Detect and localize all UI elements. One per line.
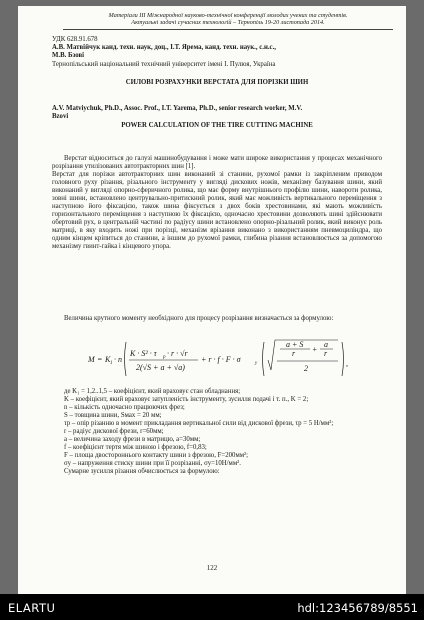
- authors-en: A.V. Matviychuk, Ph.D., Assoc. Prof., I.T. Yarema, Ph.D., senior research worker, M.V.: [52, 105, 303, 112]
- header-line-2: Актуальні задачі сучасних технологій – Тернопіль 19-20 листопада 2014.: [131, 19, 325, 27]
- affiliation: Тернопільський національний технічний університет імені І. Пулюя, Україна: [52, 61, 276, 68]
- repository-name: ELARTU: [8, 601, 56, 615]
- formula-M: M: [88, 355, 95, 364]
- formula-K1: K: [105, 355, 111, 364]
- document-page: [18, 6, 406, 594]
- authors-ua-cont: М.В. Бзові: [52, 52, 85, 59]
- page-number: 122: [206, 564, 218, 572]
- formula-denominator: 2(√S + a + √a): [136, 363, 185, 372]
- title-ua: СИЛОВІ РОЗРАХУНКИ ВЕРСТАТА ДЛЯ ПОРІЗКИ ШИН: [125, 79, 309, 86]
- torque-formula: [88, 336, 388, 382]
- definition-line: f – коефіцієнт тертя між шиною і фрезою, f=0,83;: [64, 444, 207, 451]
- formula-plus-term: + r · f · F · σ: [201, 355, 241, 364]
- definition-line: S – товщина шини, Sмах = 20 мм;: [64, 412, 162, 419]
- viewer-footer-bar: [0, 594, 424, 620]
- formula-rad-r2: r: [324, 349, 328, 358]
- formula-rad-den: 2: [304, 364, 308, 373]
- formula-rad-a: a: [324, 340, 328, 349]
- header-line-1: Матеріали ІІІ Міжнародної науково-технічної конференції молодих учених та студентів.: [108, 12, 348, 19]
- formula-rad-top: a + S: [286, 340, 304, 349]
- definition-line: τр – опір різанню в момент прикладання вертикальної сили від дискової фрези, τр = 5 Н/мм²;: [64, 420, 334, 427]
- formula-numerator-sub: р: [163, 355, 166, 360]
- udc-code: УДК 628.91.678: [52, 36, 98, 43]
- formula-rad-plus: +: [312, 345, 318, 354]
- definition-line: r – радіус дискової фрези, r=60мм;: [64, 428, 164, 435]
- definitions: [52, 388, 382, 476]
- formula-comma: ,: [346, 359, 348, 368]
- paragraph-2: Верстат для порізки автотракторних шин виконаний зі станини, рухомої рамки із закріпленим приводом головного руху різання, різального інструменту у вигляді дискових ножів, механізму базування шини, який виконаний у вигляді опорно-сферичного ролика, що має форму внутрішнього профілю шини, навороти ролика, зовні шини, встановлено центрувально-притискний ролик, який має можливість вертикального переміщення з наступною його фіксацією, також шина фіксується з двох боків хрестовинами, які мають можливість горизонтального переміщення з наступною їх фіксацією, одночасно хрестовини дозволяють шині здійснювати обертовий рух, в центральній частині по радіусу шини встановлено опорно-різальний ролик, який виконує роль матриці, в яку входить ножі при порізці, механізм врізання виконано з використанням пневмоциліндра, що одним кінцем кріпиться до станини, а іншим до рухомої рамки, глибина різання встановлюється за допомогою механізму гвинт-гайка і кінцевого упора.: [52, 171, 382, 250]
- header-rule: [63, 29, 393, 30]
- formula-paren-open-2: [263, 342, 265, 376]
- formula-paren-open: [125, 342, 127, 376]
- paragraph-3: Величина крутного моменту необхідного для процесу розрізання визначається за формулою:: [64, 315, 334, 322]
- authors-ua: А.В. Матвійчук канд. техн. наук, доц., І.Т. Ярема, канд. техн. наук., с.н.с.,: [52, 44, 276, 51]
- formula-paren-close: [342, 342, 344, 376]
- definition-line: σу – напруження стиску шини при її розрізанні, σу=10Н/мм².: [64, 460, 241, 467]
- definition-line: K – коефіцієнт, який враховує затупленість інструменту, зусилля подачі і т. п., K = 2;: [64, 396, 309, 403]
- definition-line: a – величина заходу фрези в матрицю, a=30мм;: [64, 436, 201, 443]
- formula-rad-r: r: [292, 349, 296, 358]
- formula-svg: [88, 336, 388, 382]
- formula-numerator: K · S² · τ: [130, 349, 157, 358]
- definition-line: Сумарне зусилля різання обчислюється за формулою:: [64, 468, 220, 475]
- title-en: POWER CALCULATION OF THE TIRE CUTTING MACHINE: [121, 122, 313, 129]
- handle-identifier[interactable]: hdl:123456789/8551: [297, 601, 418, 615]
- authors-en-cont: Bzovi: [52, 113, 69, 120]
- paragraph-1: Верстат відноситься до галузі машинобудування і може мати широке використання у процесах механічного розрізання утилізованих автотракторних шин [1].: [52, 155, 382, 170]
- formula-plus-term-sub: у: [255, 361, 258, 366]
- formula-dot: ·: [114, 355, 116, 364]
- conference-header: [63, 12, 393, 27]
- formula-numerator-tail: · r · √r: [167, 349, 188, 358]
- formula-K1-sub: 1: [110, 361, 113, 366]
- definition-line: де K₁ = 1,2..1,5 – коефіцієнт, який враховує стан обладнання;: [64, 388, 241, 395]
- formula-eq: =: [97, 355, 103, 364]
- definition-line: n – кількість одночасно працюючих фрез;: [64, 404, 185, 411]
- definition-line: F – площа двостороннього контакту шини з фрезою, F=200мм²;: [64, 452, 248, 459]
- formula-n: n: [118, 355, 122, 364]
